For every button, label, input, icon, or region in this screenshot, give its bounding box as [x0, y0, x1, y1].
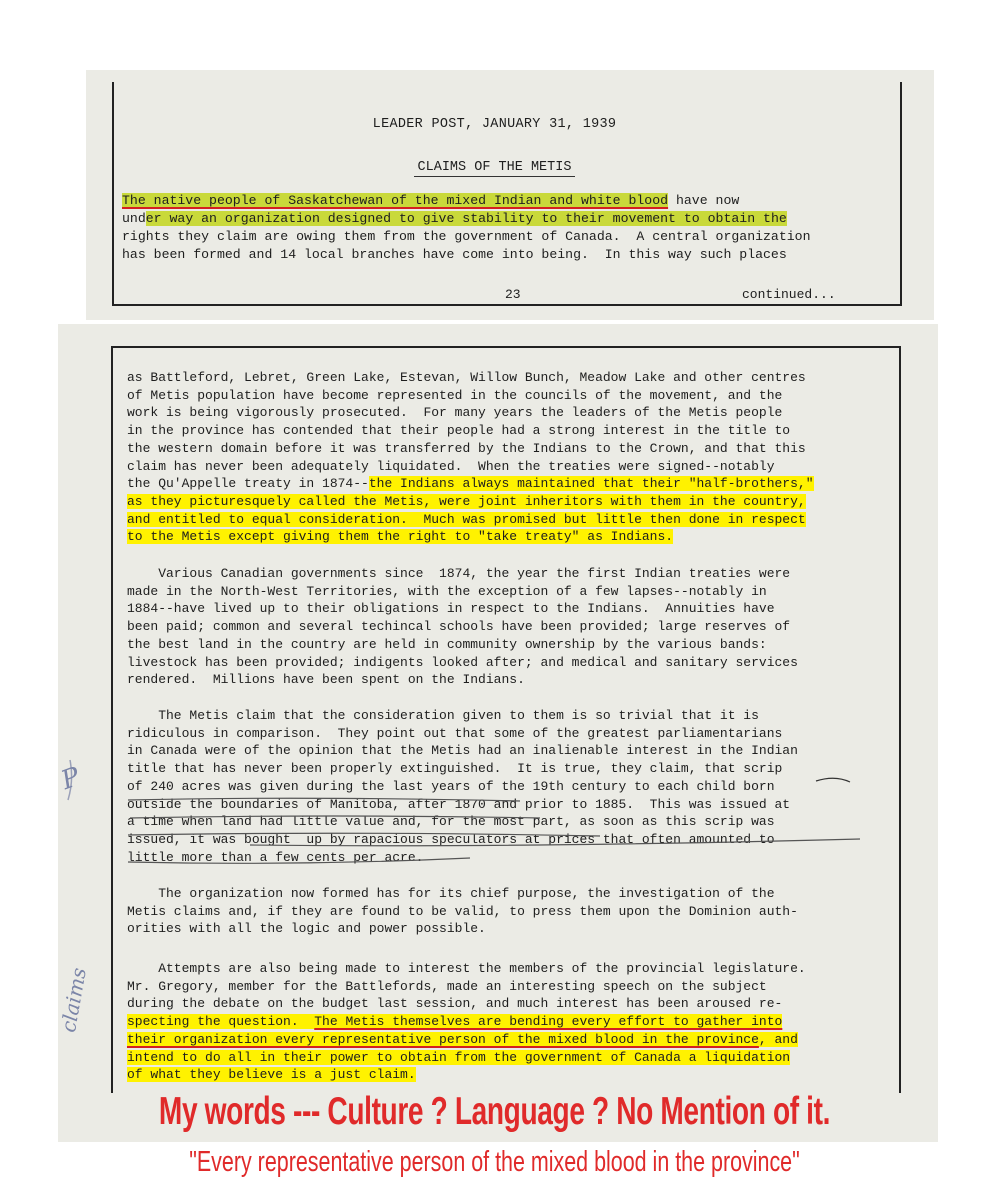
paragraph-5	[127, 960, 897, 1084]
pen-mark-bought	[250, 839, 860, 846]
pen-mark-time	[128, 833, 600, 836]
highlight-half-brothers: the Indians always maintained that their "half-brothers,"	[368, 476, 814, 492]
highlight-just-claim: , and intend to do all in their power to obtain from the government of Canada a liquidation of what they believe is a just claim.	[127, 1031, 798, 1083]
margin-note-p: P	[57, 761, 85, 797]
margin-note-claims: claims	[56, 965, 91, 1035]
pen-mark-scrip	[816, 778, 850, 782]
text-run: the Qu'Appelle treaty in 1874--	[127, 476, 369, 492]
paragraph-4: The organization now formed has for its chief purpose, the investigation of the Metis claims and, if they are found to be valid, to press them upon the Dominion auth- orities with all the logic and power possible.	[127, 886, 798, 937]
caption-my-words: My words --- Culture ? Language ? No Mention of it.	[158, 1090, 831, 1133]
pen-mark-acres	[128, 798, 520, 801]
paragraph-1-text: as Battleford, Lebret, Green Lake, Estevan, Willow Bunch, Meadow Lake and other centres of Metis population have become represented in the councils of the movement, and the work is being vigorously prosecuted. For many years the leaders of the Metis people in the province has contended that their people had a strong interest in the title to the western domain before it was transferred by the Indians to the Crown, and that this claim has never been adequately liquidated. When the treaties were signed--notably	[127, 370, 806, 474]
page-number: 23	[505, 287, 521, 302]
headline-text: CLAIMS OF THE METIS	[414, 160, 576, 177]
highlight-question: specting the question.	[127, 1014, 315, 1030]
pen-mark-boundaries	[130, 816, 540, 818]
caption-quote: "Every representative person of the mixed blood in the province"	[189, 1146, 800, 1178]
paragraph-3: The Metis claim that the consideration given to them is so trivial that it is ridiculous in comparison. They point out that some of the greatest parliamentarians in Canada were of the opinion that the Metis had an inalienable interest in the Indian title that has never been properly extinguished. It is true, they claim, that scrip of 240 acres was given during the last years of the 19th century to each child born outside the boundaries of Manitoba, after 1870 and prior to 1885. This was issued at a time when land had little value and, for the most part, as soon as this scrip was issued, it was bought up by rapacious speculators at prices that often amounted to little more than a few cents per acre.	[127, 708, 798, 865]
highlight-bending-effort: The Metis themselves are bending every effort to gather into	[314, 1014, 783, 1030]
text-line: has been formed and 14 local branches have come into being. In this way such places	[122, 247, 787, 262]
highlight-organization: er way an organization designed to give stability to their movement to obtain the	[145, 211, 787, 226]
highlight-representative-person: their organization every representative person of the mixed blood in the province	[127, 1031, 759, 1047]
highlight-mixed-blood: The native people of Saskatchewan of the mixed Indian and white blood	[122, 193, 669, 208]
text-line: rights they claim are owing them from the government of Canada. A central organization	[122, 229, 811, 244]
paragraph-5-text: Attempts are also being made to interest the members of the provincial legislature. Mr. Gregory, member for the Battlefords, made an interesting speech on the subject during the debate on the budget last session, and much interest has been aroused re-	[127, 961, 806, 1012]
paragraph-2: Various Canadian governments since 1874, the year the first Indian treaties were made in the North-West Territories, with the exception of a few lapses--notably in 1884--have lived up to their obligations in respect to the Indians. Annuities have been paid; common and several techincal schools have been provided; large reserves of the best land in the country are held in community ownership by the various bands: livestock has been provided; indigents looked after; and medical and sanitary services rendered. Millions have been spent on the Indians.	[127, 566, 798, 688]
continued-label: continued...	[742, 287, 836, 302]
text-run: have now	[668, 193, 740, 208]
masthead: LEADER POST, JANUARY 31, 1939	[372, 117, 617, 132]
text-run: und	[122, 211, 146, 226]
highlight-joint-inheritors: as they picturesquely called the Metis, were joint inheritors with them in the country, and entitled to equal consideration. Much was promised but little then done in respect to the Metis except giving them the right to "take treaty" as Indians.	[127, 493, 806, 545]
pen-mark-cents	[128, 858, 470, 863]
